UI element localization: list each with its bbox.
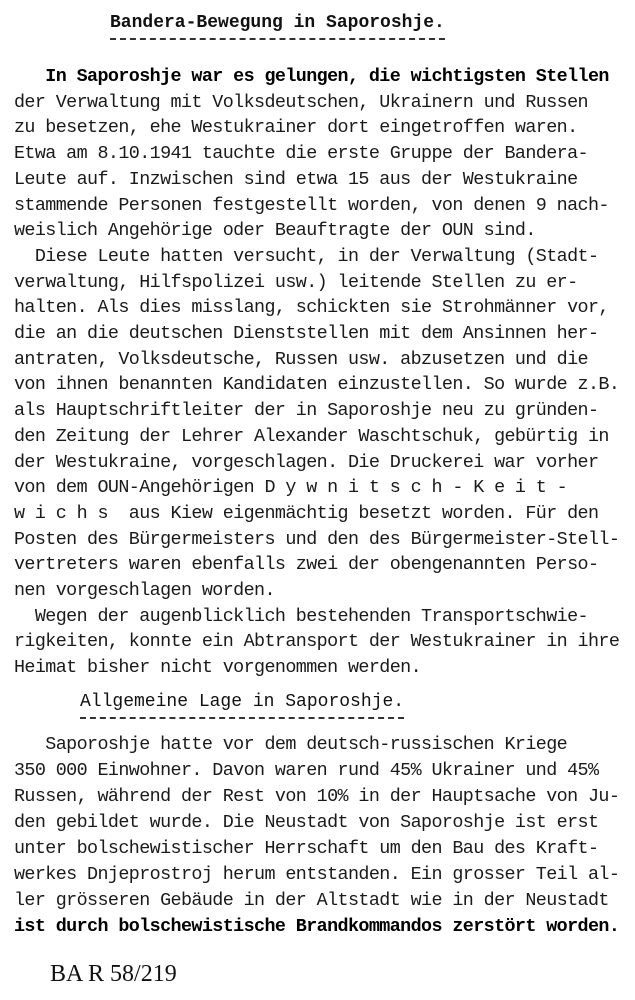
text-line: In Saporoshje war es gelungen, die wichtigsten Stellen [14, 66, 609, 87]
text-line: verwaltung, Hilfspolizei usw.) leitende Stellen zu er- [14, 272, 578, 293]
text-line: antraten, Volksdeutsche, Russen usw. abzusetzen und die [14, 349, 588, 370]
text-line: von dem OUN-Angehörigen D y w n i t s c h - K e i t - [14, 477, 568, 498]
text-line: ist durch bolschewistische Brandkommandos zerstört worden. [14, 916, 620, 937]
text-line: Diese Leute hatten versucht, in der Verwaltung (Stadt- [14, 246, 599, 267]
text-line: Russen, während der Rest von 10% in der Hauptsache von Ju- [14, 786, 620, 807]
text-line: zu besetzen, ehe Westukrainer dort eingetroffen waren. [14, 117, 578, 138]
text-line: halten. Als dies misslang, schickten sie Strohmänner vor, [14, 297, 609, 318]
text-line: Heimat bisher nicht vorgenommen werden. [14, 657, 422, 678]
text-line: Saporoshje hatte vor dem deutsch-russischen Kriege [14, 734, 568, 755]
text-line: Leute auf. Inzwischen sind etwa 15 aus der Westukraine [14, 169, 578, 190]
text-line: vertreters waren ebenfalls zwei der obengenannten Perso- [14, 554, 599, 575]
text-line: nen vorgeschlagen worden. [14, 580, 275, 601]
text-line: w i c h s aus Kiew eigenmächtig besetzt worden. Für den [14, 503, 599, 524]
text-line: Posten des Bürgermeisters und den des Bürgermeister-Stell- [14, 529, 620, 550]
text-line: rigkeiten, konnte ein Abtransport der Westukrainer in ihre [14, 631, 620, 652]
text-line: weislich Angehörige oder Beauftragte der OUN sind. [14, 220, 536, 241]
text-line: unter bolschewistischer Herrschaft um den Bau des Kraft- [14, 838, 599, 859]
text-line: der Verwaltung mit Volksdeutschen, Ukrainern und Russen [14, 92, 588, 113]
text-line: die an die deutschen Dienststellen mit dem Ansinnen her- [14, 323, 599, 344]
text-line: Wegen der augenblicklich bestehenden Transportschwie- [14, 606, 588, 627]
section-heading-allgemeine-lage: Allgemeine Lage in Saporoshje. [80, 691, 404, 719]
text-line: werkes Dnjeprostroj herum entstanden. Ein grosser Teil al- [14, 864, 620, 885]
text-line: 350 000 Einwohner. Davon waren rund 45% Ukrainer und 45% [14, 760, 599, 781]
text-line: den gebildet wurde. Die Neustadt von Saporoshje ist erst [14, 812, 599, 833]
text-line: als Hauptschriftleiter der in Saporoshje neu zu gründen- [14, 400, 599, 421]
text-line: den Zeitung der Lehrer Alexander Waschtschuk, gebürtig in [14, 426, 609, 447]
archive-reference: BA R 58/219 [50, 961, 177, 987]
text-line: von ihnen benannten Kandidaten einzustellen. So wurde z.B. [14, 374, 620, 395]
text-line: der Westukraine, vorgeschlagen. Die Druckerei war vorher [14, 452, 599, 473]
section-heading-bandera: Bandera-Bewegung in Saporoshje. [110, 12, 445, 40]
text-line: stammende Personen festgestellt worden, von denen 9 nach- [14, 195, 609, 216]
text-line: ler grösseren Gebäude in der Altstadt wie in der Neustadt [14, 890, 609, 911]
text-line: Etwa am 8.10.1941 tauchte die erste Gruppe der Bandera- [14, 143, 588, 164]
